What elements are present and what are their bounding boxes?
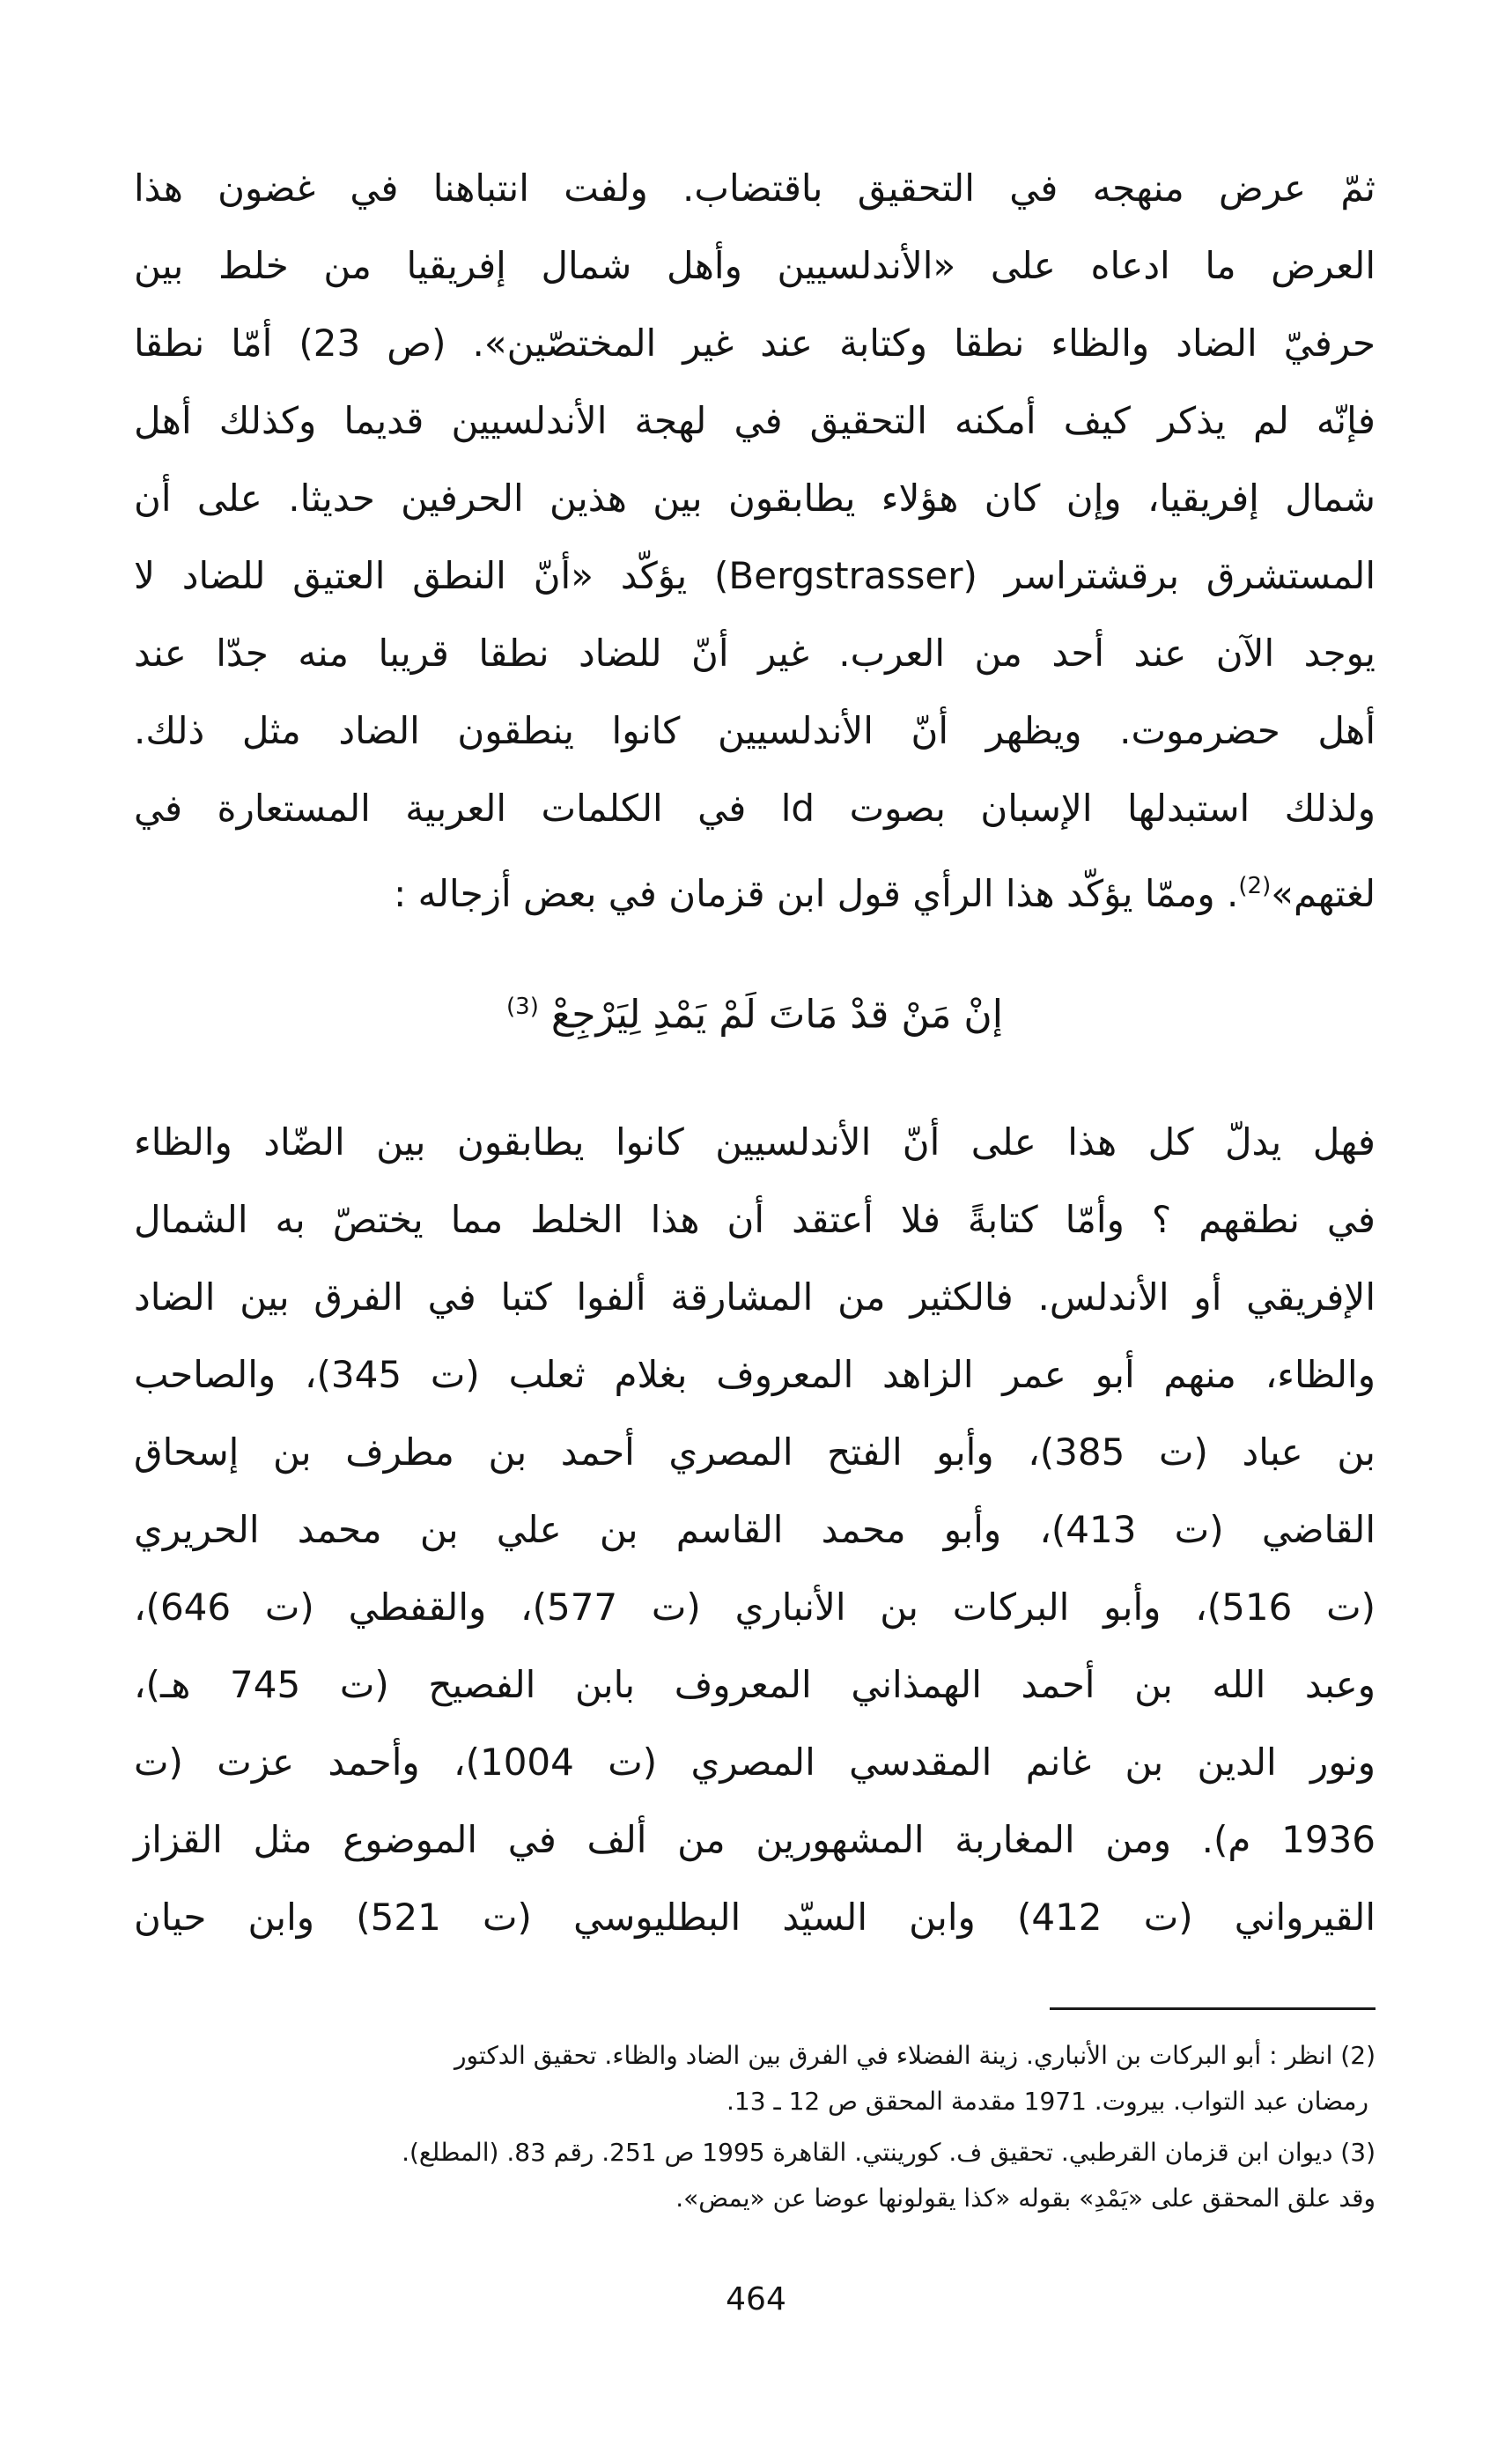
page-body xyxy=(134,150,1376,2227)
paragraph-2 xyxy=(134,1104,1376,1956)
footnote-line: وقد علق المحقق على «يَمْدِ» بقوله «كذا يقولونها عوضا عن «يمض». xyxy=(675,2183,1376,2213)
footnote-line: (2) انظر : أبو البركات بن الأنباري. زينة الفضلاء في الفرق بين الضاد والظاء. تحقيق الدكتور xyxy=(454,2040,1376,2070)
text-line-last xyxy=(134,847,1376,933)
footnote-divider xyxy=(1050,2007,1376,2010)
text-line: القاضي (ت 413)، وأبو محمد القاسم بن علي بن محمد الحريري xyxy=(134,1507,1376,1551)
paragraph-1 xyxy=(134,150,1376,933)
text-line: في نطقهم ؟ وأمّا كتابةً فلا أعتقد أن هذا الخلط مما يختصّ به الشمال xyxy=(134,1197,1376,1241)
footnote-ref-3: (3) xyxy=(506,994,539,1020)
text-fragment: . وممّا يؤكّد هذا الرأي قول ابن قزمان في بعض أزجاله : xyxy=(394,872,1239,915)
text-line: ونور الدين بن غانم المقدسي المصري (ت 1004)، وأحمد عزت (ت xyxy=(134,1740,1376,1784)
verse-text: إنْ مَنْ قدْ مَاتَ لَمْ يَمْدِ لِيَرْجِعْ xyxy=(550,992,1003,1038)
verse-quote xyxy=(134,968,1376,1054)
text-line: فإنّه لم يذكر كيف أمكنه التحقيق في لهجة الأندلسيين قديما وكذلك أهل xyxy=(134,399,1376,442)
text-fragment: لغتهم» xyxy=(1271,872,1376,915)
text-line: الإفريقي أو الأندلس. فالكثير من المشارقة ألفوا كتبا في الفرق بين الضاد xyxy=(134,1275,1376,1319)
text-line: حرفيّ الضاد والظاء نطقا وكتابة عند غير المختصّين». (ص 23) أمّا نطقا xyxy=(134,322,1376,365)
text-line: أهل حضرموت. ويظهر أنّ الأندلسيين كانوا ينطقون الضاد مثل ذلك. xyxy=(134,709,1376,752)
text-line: المستشرق برقشتراسر (Bergstrasser) يؤكّد «أنّ النطق العتيق للضاد لا xyxy=(134,554,1376,597)
text-line: ولذلك استبدلها الإسبان بصوت ld في الكلمات العربية المستعارة في xyxy=(134,787,1376,830)
text-line: (ت 516)، وأبو البركات بن الأنباري (ت 577)، والقفطي (ت 646)، xyxy=(134,1585,1376,1629)
footnote-ref-2: (2) xyxy=(1238,873,1272,899)
text-line: وعبد الله بن أحمد الهمذاني المعروف بابن الفصيح (ت 745 هـ)، xyxy=(134,1662,1376,1706)
text-line: شمال إفريقيا، وإن كان هؤلاء يطابقون بين هذين الحرفين حديثا. على أن xyxy=(134,477,1376,520)
text-line: القيرواني (ت 412) وابن السيّد البطليوسي (ت 521) وابن حيان xyxy=(134,1895,1376,1939)
text-line: فهل يدلّ كل هذا على أنّ الأندلسيين كانوا يطابقون بين الضّاد والظاء xyxy=(134,1120,1376,1164)
text-line: ثمّ عرض منهجه في التحقيق باقتضاب. ولفت انتباهنا في غضون هذا xyxy=(134,166,1376,210)
footnote-line: (3) ديوان ابن قزمان القرطبي. تحقيق ف. كورينتي. القاهرة 1995 ص 251. رقم 83. (المطلع). xyxy=(402,2137,1376,2167)
text-line: بن عباد (ت 385)، وأبو الفتح المصري أحمد بن مطرف بن إسحاق xyxy=(134,1430,1376,1474)
footnote-line: رمضان عبد التواب. بيروت. 1971 مقدمة المحقق ص 12 ـ 13. xyxy=(726,2086,1368,2116)
text-line: يوجد الآن عند أحد من العرب. غير أنّ للضاد نطقا قريبا منه جدّا عند xyxy=(134,632,1376,675)
text-line: والظاء، منهم أبو عمر الزاهد المعروف بغلام ثعلب (ت 345)، والصاحب xyxy=(134,1352,1376,1396)
footnote-3 xyxy=(134,2130,1376,2221)
text-line: 1936 م). ومن المغاربة المشهورين من ألف في الموضوع مثل القزاز xyxy=(134,1817,1376,1861)
text-line: العرض ما ادعاه على «الأندلسيين وأهل شمال إفريقيا من خلط بين xyxy=(134,244,1376,287)
footnotes xyxy=(134,2033,1376,2221)
page-number: 464 xyxy=(726,2281,786,2317)
main-text xyxy=(134,150,1376,1956)
footnote-2 xyxy=(134,2033,1376,2125)
